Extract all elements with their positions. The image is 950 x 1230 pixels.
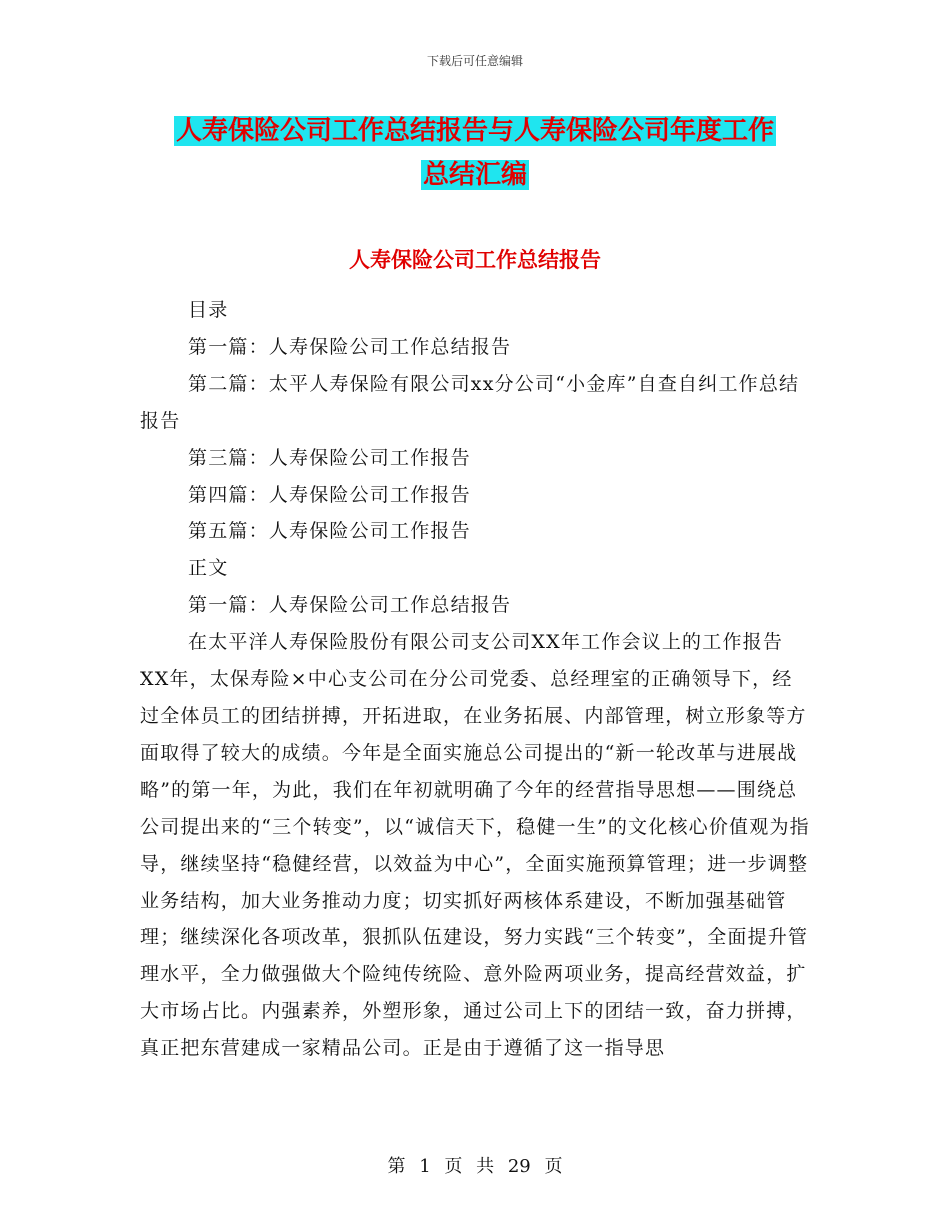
page-footer: 第 1 页 共 29 页 (387, 1156, 563, 1177)
section-heading: 第一篇：人寿保险公司工作总结报告 (188, 594, 512, 617)
toc-item-4: 第四篇：人寿保险公司工作报告 (188, 483, 471, 506)
toc-heading: 目录 (188, 299, 229, 321)
body-paragraph: 在太平洋人寿保险股份有限公司支公司XX年工作会议上的工作报告XX年，太保寿险×中心支公司在分公司党委、总经理室的正确领导下，经过全体员工的团结拼搏，开拓进取，在业务拓展、内部管理，树立形象等方面取得了较大的成绩。今年是全面实施总公司提出的“新一轮改革与进展战略”的第一年，为此，我们在年初就明确了今年的经营指导思想——围绕总公司提出来的“三个转变”，以“诚信天下，稳健一生”的文化核心价值观为指导，继续坚持“稳健经营，以效益为中心”，全面实施预算管理；进一步调整业务结构，加大业务推动力度；切实抓好两核体系建设，不断加强基础管理；继续深化各项改革，狠抓队伍建设，努力实践“三个转变”，全面提升管理水平，全力做强做大个险纯传统险、意外险两项业务，提高经营效益，扩大市场占比。内强素养，外塑形象，通过公司上下的团结一致，奋力拼搏，真正把东营建成一家精品公司。正是由于遵循了这一指导思 (140, 631, 810, 1060)
document-title-line-2: 总结汇编 (422, 160, 527, 190)
toc-item-2: 第二篇：太平人寿保险有限公司xx分公司“小金库”自查自纠工作总结报告 (140, 372, 800, 432)
document-title-line-1: 人寿保险公司工作总结报告与人寿保险公司年度工作 (175, 116, 774, 146)
section-title: 人寿保险公司工作总结报告 (349, 247, 601, 272)
document-body (140, 292, 810, 1067)
header-note: 下载后可任意编辑 (426, 54, 523, 68)
body-heading: 正文 (188, 557, 229, 580)
toc-item-3: 第三篇：人寿保险公司工作报告 (188, 446, 471, 469)
toc-item-5: 第五篇：人寿保险公司工作报告 (188, 520, 471, 543)
toc-item-1: 第一篇：人寿保险公司工作总结报告 (188, 335, 512, 358)
